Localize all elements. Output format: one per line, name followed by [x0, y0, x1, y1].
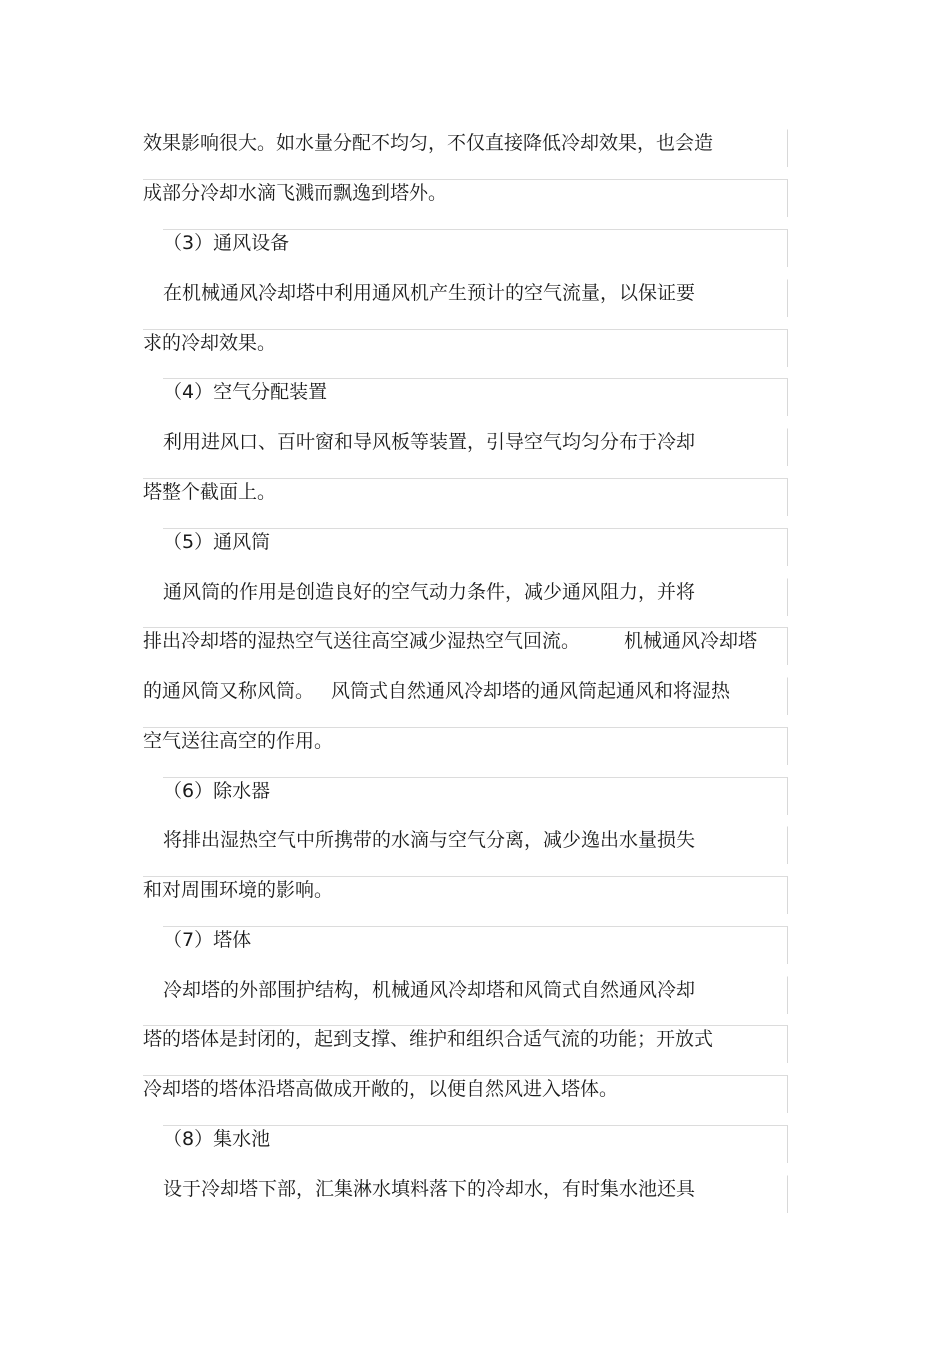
text-line: [143, 329, 788, 367]
text-line: [143, 1075, 788, 1113]
text-line: [143, 129, 788, 167]
text-line: [143, 179, 788, 217]
line-text: 将排出湿热空气中所携带的水滴与空气分离，减少逸出水量损失: [163, 829, 696, 851]
text-line: [143, 677, 788, 715]
line-text: 成部分冷却水滴飞溅而飘逸到塔外。: [143, 182, 448, 204]
line-text: 效果影响很大。如水量分配不均匀，不仅直接降低冷却效果，也会造: [143, 132, 714, 154]
section-heading: [163, 378, 788, 416]
line-text: 空气送往高空的作用。: [143, 730, 334, 752]
text-line: [143, 1025, 788, 1063]
text-line: [163, 428, 788, 466]
line-text: 冷却塔的外部围护结构，机械通风冷却塔和风筒式自然通风冷却: [163, 979, 696, 1001]
heading-text: （4）空气分配装置: [163, 381, 328, 403]
text-line: [163, 578, 788, 616]
line-text: 设于冷却塔下部，汇集淋水填料落下的冷却水，有时集水池还具: [163, 1178, 696, 1200]
text-line: [143, 478, 788, 516]
line-text: 塔整个截面上。: [143, 481, 277, 503]
line-text: 冷却塔的塔体沿塔高做成开敞的，以便自然风进入塔体。: [143, 1078, 619, 1100]
line-text: 机械通风冷却塔: [624, 630, 758, 652]
text-line: [163, 826, 788, 864]
line-text: 求的冷却效果。: [143, 332, 277, 354]
text-line: [163, 976, 788, 1014]
heading-text: （6）除水器: [163, 780, 271, 802]
heading-text: （8）集水池: [163, 1128, 271, 1150]
text-line: [143, 876, 788, 914]
section-heading: [163, 926, 788, 964]
line-text: 风筒式自然通风冷却塔的通风筒起通风和将湿热: [331, 680, 731, 702]
heading-text: （3）通风设备: [163, 232, 290, 254]
line-text: 的通风筒又称风筒。: [143, 680, 315, 702]
text-line: [143, 627, 788, 665]
line-text: 和对周围环境的影响。: [143, 879, 334, 901]
line-text: 通风筒的作用是创造良好的空气动力条件，减少通风阻力，并将: [163, 581, 696, 603]
section-heading: [163, 777, 788, 815]
line-text: 塔的塔体是封闭的，起到支撑、维护和组织合适气流的功能；开放式: [143, 1028, 714, 1050]
line-text: 排出冷却塔的湿热空气送往高空减少湿热空气回流。: [143, 630, 581, 652]
text-line: [143, 727, 788, 765]
section-heading: [163, 229, 788, 267]
line-text: 在机械通风冷却塔中利用通风机产生预计的空气流量，以保证要: [163, 282, 696, 304]
section-heading: [163, 1125, 788, 1163]
text-line: [163, 279, 788, 317]
section-heading: [163, 528, 788, 566]
text-line: [163, 1175, 788, 1213]
line-text: 利用进风口、百叶窗和导风板等装置，引导空气均匀分布于冷却: [163, 431, 696, 453]
heading-text: （7）塔体: [163, 929, 252, 951]
heading-text: （5）通风筒: [163, 531, 271, 553]
